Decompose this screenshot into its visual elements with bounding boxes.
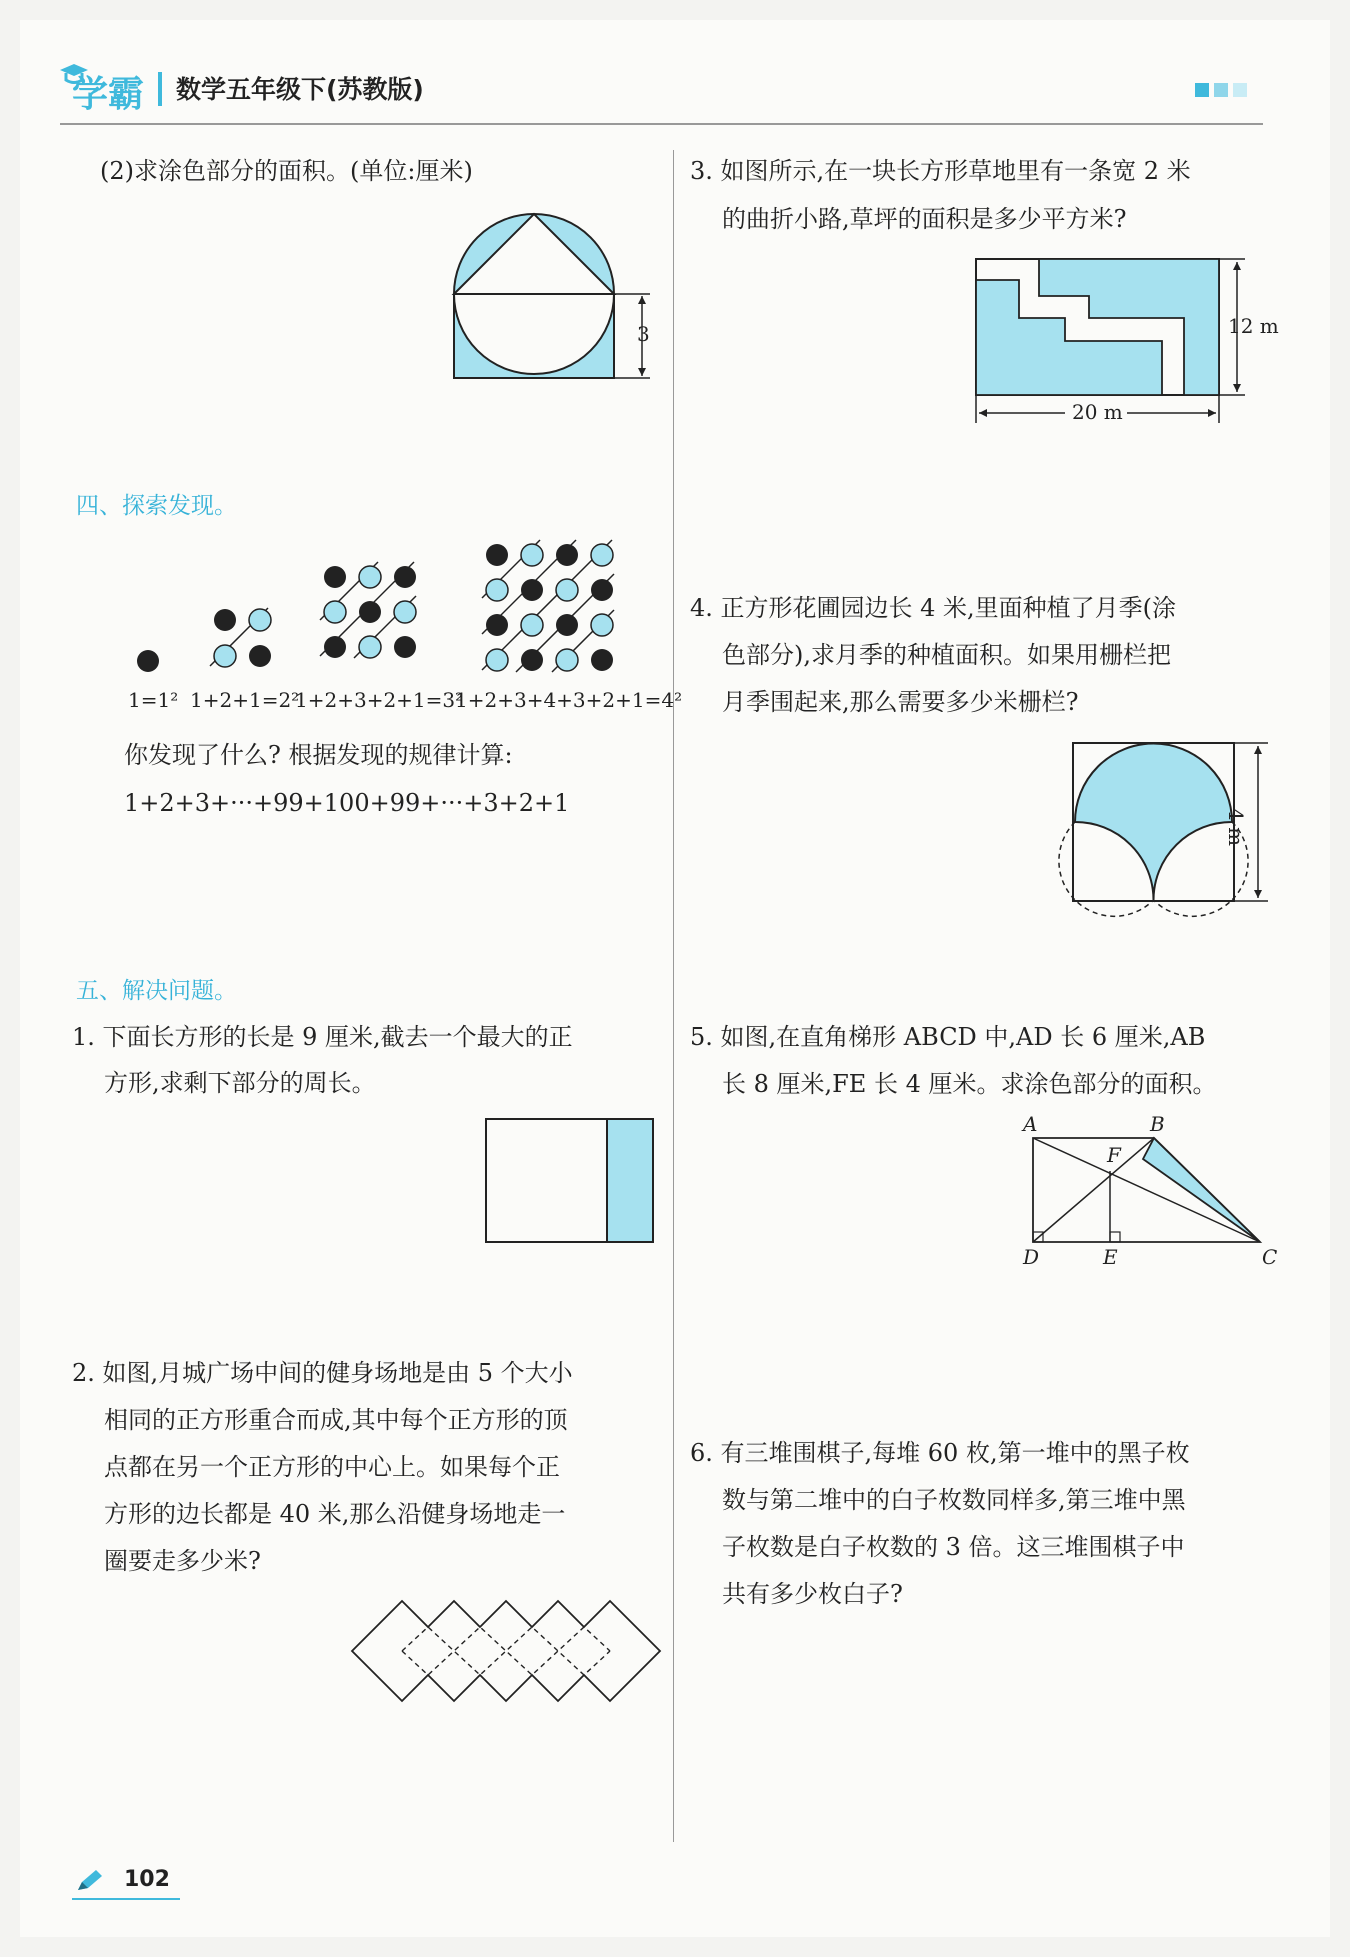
dots-caption-2: 1+2+1=2²	[190, 688, 300, 712]
footer-rule	[72, 1898, 180, 1900]
brand-logo: 学霸	[72, 74, 145, 115]
book-title: 数学五年级下(苏教版)	[176, 75, 424, 104]
p6-line4: 共有多少枚白子?	[722, 1580, 903, 1608]
p5-label-A: A	[1023, 1112, 1038, 1136]
p2-line1: 2. 如图,月城广场中间的健身场地是由 5 个大小	[72, 1359, 573, 1387]
p3-label-width: 20 m	[1072, 400, 1123, 424]
explore-question: 你发现了什么? 根据发现的规律计算:	[124, 741, 513, 769]
trapezoid-figure	[1030, 1135, 1280, 1250]
p2-line3: 点都在另一个正方形的中心上。如果每个正	[104, 1453, 560, 1481]
p5-label-F: F	[1107, 1143, 1121, 1167]
p5-label-C: C	[1262, 1245, 1278, 1269]
header-divider	[158, 72, 162, 106]
p6-line1: 6. 有三堆围棋子,每堆 60 枚,第一堆中的黑子枚	[690, 1439, 1190, 1467]
p5-line1: 5. 如图,在直角梯形 ABCD 中,AD 长 6 厘米,AB	[690, 1023, 1206, 1051]
pencil-icon	[74, 1868, 104, 1894]
dots-caption-3: 1+2+3+2+1=3²	[295, 688, 464, 712]
rectangle-figure	[485, 1118, 655, 1248]
dots-pattern-3	[318, 560, 428, 680]
p4-label-side: 4 m	[1224, 808, 1248, 847]
q2-label-3: 3	[637, 322, 650, 346]
p3-line1: 3. 如图所示,在一块长方形草地里有一条宽 2 米	[690, 157, 1191, 185]
p2-line2: 相同的正方形重合而成,其中每个正方形的顶	[104, 1406, 568, 1434]
dots-pattern-1	[135, 648, 165, 678]
dots-caption-4: 1+2+3+4+3+2+1=4²	[455, 688, 683, 712]
column-divider	[673, 150, 674, 1842]
p1-line1: 1. 下面长方形的长是 9 厘米,截去一个最大的正	[72, 1023, 573, 1051]
section-4-heading: 四、探索发现。	[76, 493, 237, 519]
header-rule	[60, 123, 1263, 125]
p5-label-E: E	[1103, 1245, 1118, 1269]
p4-line3: 月季围起来,那么需要多少米栅栏?	[722, 688, 1079, 716]
p2-line4: 方形的边长都是 40 米,那么沿健身场地走一	[104, 1500, 566, 1528]
p1-line2: 方形,求剩下部分的周长。	[104, 1069, 376, 1097]
header-squares	[1195, 82, 1247, 101]
p6-line2: 数与第二堆中的白子枚数同样多,第三堆中黑	[722, 1486, 1186, 1514]
p5-line2: 长 8 厘米,FE 长 4 厘米。求涂色部分的面积。	[722, 1070, 1217, 1098]
dots-pattern-4	[480, 538, 630, 688]
page-number: 102	[124, 1867, 170, 1892]
semicircle-figure	[450, 200, 650, 390]
p5-label-D: D	[1023, 1245, 1040, 1269]
explore-expression: 1+2+3+···+99+100+99+···+3+2+1	[124, 789, 570, 817]
p3-label-height: 12 m	[1228, 314, 1279, 338]
p6-line3: 子枚数是白子枚数的 3 倍。这三堆围棋子中	[722, 1533, 1185, 1561]
graduation-cap-icon	[58, 60, 88, 90]
dots-caption-1: 1=1²	[128, 688, 179, 712]
five-squares-figure	[350, 1595, 660, 1710]
p3-line2: 的曲折小路,草坪的面积是多少平方米?	[722, 205, 1127, 233]
q2-sub-text: (2)求涂色部分的面积。(单位:厘米)	[100, 157, 473, 185]
p2-line5: 圈要走多少米?	[104, 1547, 261, 1575]
p4-line1: 4. 正方形花圃园边长 4 米,里面种植了月季(涂	[690, 594, 1177, 622]
p5-label-B: B	[1150, 1112, 1165, 1136]
p4-line2: 色部分),求月季的种植面积。如果用栅栏把	[722, 641, 1171, 669]
section-5-heading: 五、解决问题。	[76, 978, 237, 1004]
dots-pattern-2	[208, 602, 288, 682]
